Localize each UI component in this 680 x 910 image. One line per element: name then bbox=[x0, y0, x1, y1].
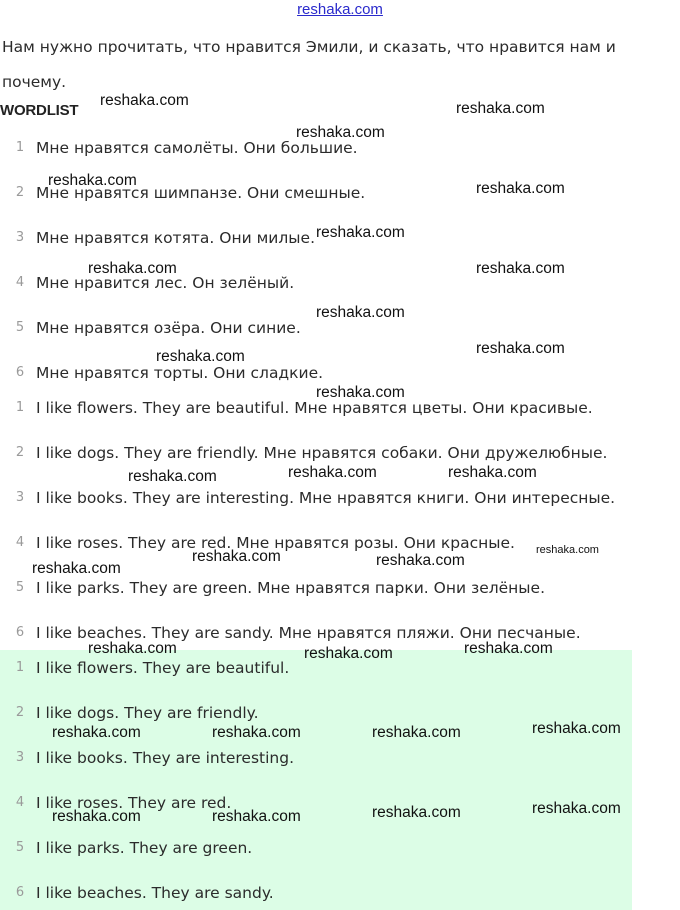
line-text: I like books. They are interesting. bbox=[36, 749, 294, 767]
line-number: 5 bbox=[15, 580, 25, 595]
watermark: reshaka.com bbox=[192, 548, 281, 565]
watermark: reshaka.com bbox=[536, 544, 599, 556]
line-text: I like parks. They are green. bbox=[36, 839, 253, 857]
watermark: reshaka.com bbox=[372, 804, 461, 821]
watermark: reshaka.com bbox=[316, 384, 405, 401]
line-number: 6 bbox=[15, 365, 25, 380]
intro-text: Нам нужно прочитать, что нравится Эмили, и сказать, что нравится нам и почему. bbox=[2, 38, 616, 91]
watermark: reshaka.com bbox=[532, 800, 621, 817]
line-text: Мне нравятся торты. Они сладкие. bbox=[36, 364, 324, 382]
line-number: 4 bbox=[15, 795, 25, 810]
line-text: I like dogs. They are friendly. bbox=[36, 704, 259, 722]
line-text: I like books. They are interesting. Мне нравятся книги. Они интересные. bbox=[36, 489, 616, 507]
watermark: reshaka.com bbox=[128, 468, 217, 485]
wordlist-heading: WORDLIST bbox=[0, 102, 79, 119]
watermark: reshaka.com bbox=[212, 808, 301, 825]
line-text: Мне нравятся самолёты. Они большие. bbox=[36, 139, 358, 157]
line-number: 1 bbox=[15, 140, 25, 155]
watermark: reshaka.com bbox=[476, 260, 565, 277]
line-text: I like roses. They are red. bbox=[36, 794, 232, 812]
watermark: reshaka.com bbox=[52, 808, 141, 825]
watermark: reshaka.com bbox=[476, 340, 565, 357]
line-text: Мне нравятся шимпанзе. Они смешные. bbox=[36, 184, 366, 202]
line-number: 2 bbox=[15, 445, 25, 460]
line-text: Мне нравятся котята. Они милые. bbox=[36, 229, 315, 247]
answer-highlight bbox=[0, 650, 632, 910]
watermark: reshaka.com bbox=[476, 180, 565, 197]
line-text: I like dogs. They are friendly. Мне нравятся собаки. Они дружелюбные. bbox=[36, 444, 608, 462]
line-number: 3 bbox=[15, 750, 25, 765]
watermark: reshaka.com bbox=[156, 348, 245, 365]
line-text: I like roses. They are red. Мне нравятся розы. Они красные. bbox=[36, 534, 515, 552]
watermark: reshaka.com bbox=[316, 304, 405, 321]
watermark: reshaka.com bbox=[304, 645, 393, 662]
line-number: 4 bbox=[15, 535, 25, 550]
watermark: reshaka.com bbox=[88, 260, 177, 277]
line-text: Мне нравится лес. Он зелёный. bbox=[36, 274, 295, 292]
line-number: 6 bbox=[15, 625, 25, 640]
line-number: 5 bbox=[15, 840, 25, 855]
watermark: reshaka.com bbox=[48, 172, 137, 189]
line-text: I like flowers. They are beautiful. bbox=[36, 659, 290, 677]
line-number: 2 bbox=[15, 705, 25, 720]
line-text: I like flowers. They are beautiful. Мне нравятся цветы. Они красивые. bbox=[36, 399, 593, 417]
line-number: 3 bbox=[15, 230, 25, 245]
line-number: 2 bbox=[15, 185, 25, 200]
line-text: Мне нравятся озёра. Они синие. bbox=[36, 319, 301, 337]
watermark: reshaka.com bbox=[100, 92, 189, 109]
watermark: reshaka.com bbox=[52, 724, 141, 741]
line-number: 4 bbox=[15, 275, 25, 290]
watermark: reshaka.com bbox=[288, 464, 377, 481]
line-text: I like beaches. They are sandy. bbox=[36, 884, 274, 902]
watermark: reshaka.com bbox=[464, 640, 553, 657]
watermark: reshaka.com bbox=[448, 464, 537, 481]
line-number: 5 bbox=[15, 320, 25, 335]
watermark: reshaka.com bbox=[376, 552, 465, 569]
line-text: I like beaches. They are sandy. Мне нравятся пляжи. Они песчаные. bbox=[36, 624, 581, 642]
line-number: 3 bbox=[15, 490, 25, 505]
line-number: 1 bbox=[15, 400, 25, 415]
watermark: reshaka.com bbox=[212, 724, 301, 741]
watermark: reshaka.com bbox=[316, 224, 405, 241]
watermark: reshaka.com bbox=[456, 100, 545, 117]
site-link[interactable]: reshaka.com bbox=[297, 1, 383, 18]
line-number: 6 bbox=[15, 885, 25, 900]
watermark: reshaka.com bbox=[88, 640, 177, 657]
watermark: reshaka.com bbox=[532, 720, 621, 737]
watermark: reshaka.com bbox=[32, 560, 121, 577]
line-number: 1 bbox=[15, 660, 25, 675]
line-text: I like parks. They are green. Мне нравятся парки. Они зелёные. bbox=[36, 579, 546, 597]
watermark: reshaka.com bbox=[372, 724, 461, 741]
watermark: reshaka.com bbox=[296, 124, 385, 141]
